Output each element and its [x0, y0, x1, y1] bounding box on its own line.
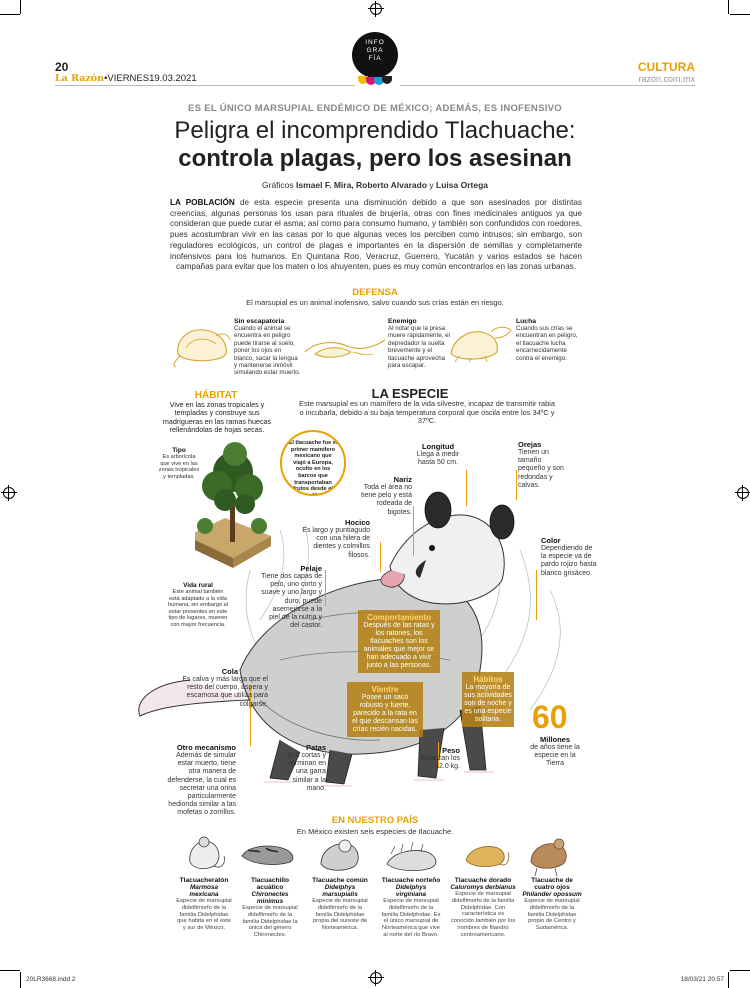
- especie-title: LA ESPECIE: [371, 386, 449, 401]
- defensa-item: [516, 318, 580, 362]
- page-number: 20: [55, 60, 69, 74]
- label-text: Llega a medir hasta 50 cm.: [416, 451, 460, 467]
- label-text: Toda el área no tiene pelo y está rodeada de bigotes.: [361, 484, 412, 516]
- species-text: Especie de marsupial didelfimorfo de la familia Didelphidae que habita en el este y sur de México.: [176, 898, 232, 932]
- opossum-playing-dead-sketch: [172, 318, 234, 368]
- guide-line: [380, 542, 381, 572]
- marmosa-sketch: [180, 832, 228, 874]
- defensa-item-text: Cuando el animal se encuentra en peligro puede tirarse al suelo, poner los ojos en blanco, sacar la lengua y mantenerse inmóvil simulando estar muerto.: [234, 325, 301, 377]
- species-name: Tlacuacheratón: [179, 877, 229, 884]
- box-title: Vientre: [371, 685, 399, 694]
- label-cola: [180, 667, 268, 709]
- box-text: Posee un saco robusto y fuerte, parecido a la rata en el que descansan las crías recién nacidas.: [352, 694, 418, 733]
- publication-line: [55, 73, 197, 84]
- label-text: Además de simular estar muerto, tiene otra manera de defenderse, la cual es secretar una orina particularmente hedionda similar a las mofetas o zorrillos.: [167, 752, 236, 817]
- badge-line: GRA: [366, 47, 384, 54]
- registration-mark: [3, 487, 15, 499]
- habitat-vida-text: Este animal también está adaptado a la vida humana, sin embargo al estar presentes en este tipo de lugares, mueren con mayor frecuencia.: [167, 589, 228, 628]
- registration-mark: [370, 972, 382, 984]
- publication-name: La Razón: [55, 73, 105, 84]
- habitat-vida-title: Vida rural: [183, 582, 213, 589]
- species-text: Especie de marsupial didelfimorfo de la familia Didelphidae propia del sureste de Norteamérica.: [312, 898, 368, 932]
- label-nariz: [352, 475, 412, 517]
- crop-mark: [20, 972, 21, 988]
- label-text: Tiene dos capas de pelo, uno corto y suave y uno largo y duro, puede asemejarse a la piel de la nutria y del castor.: [261, 573, 322, 630]
- pais-subtitle: En México existen seis especies de tlacuache.: [296, 827, 454, 836]
- box-vientre: [347, 682, 423, 737]
- defensa-item: [234, 318, 302, 377]
- species-scientific-name: Didelphys virginiana: [395, 884, 427, 898]
- box-habitos: [462, 672, 514, 727]
- habitat-title: HÁBITAT: [194, 390, 238, 401]
- badge-line: FÍA: [368, 55, 382, 62]
- guide-line: [466, 470, 467, 506]
- species-name: Tlacuachillo acuático: [250, 877, 290, 891]
- slug-file: 20LR3668.indd 2: [26, 976, 76, 983]
- label-title: Cola: [221, 667, 238, 676]
- species-name: Tlacuache dorado: [454, 877, 512, 884]
- crop-mark: [0, 970, 20, 971]
- pais-title: EN NUESTRO PAÍS: [331, 815, 419, 826]
- label-text: Es calva y más larga que el resto del cuerpo, áspera y escamosa que utiliza para colgarse.: [182, 676, 268, 708]
- label-title: Otro mecanismo: [176, 743, 236, 752]
- guide-line: [413, 506, 414, 556]
- label-title: Nariz: [393, 475, 412, 484]
- label-hocico: [296, 518, 370, 560]
- habitat-tipo-title: Tipo: [172, 447, 186, 454]
- especie-subtitle: Este marsupial es un mamífero de la vida silvestre, incapaz de transmitir rabia o incubarla, debido a su baja temperatura corporal que oscila entre los 34ºC y 37ºC.: [299, 399, 555, 426]
- millones-block: [530, 735, 580, 769]
- philander-sketch: [525, 832, 577, 876]
- credits-last-name: Luisa Ortega: [436, 180, 488, 190]
- label-text: Son cortas y terminan en una garra similar a la mano.: [287, 752, 326, 792]
- label-otro-mecanismo: [164, 743, 236, 818]
- defensa-item-text: Cuando sus crías se encuentran en peligro, el tlacuache lucha encarnecidamente contra el enemigo.: [516, 325, 578, 362]
- crop-mark: [728, 0, 729, 14]
- label-title: Orejas: [518, 440, 542, 449]
- header-rule: [400, 85, 695, 86]
- box-text: La mayoría de sus actividades son de noche y es una especie solitaria.: [464, 684, 512, 723]
- millones-number: 60: [532, 699, 568, 735]
- crop-mark: [728, 972, 729, 988]
- species-item: [450, 877, 516, 939]
- crop-mark: [730, 14, 750, 15]
- habitat-tipo-text: Es arborícola que vive en las zonas tropicales y templadas.: [158, 454, 200, 480]
- didelphys-marsupialis-sketch: [315, 836, 365, 876]
- label-title: Peso: [442, 746, 460, 755]
- section-url: razon.com.mx: [638, 74, 695, 84]
- crop-mark: [20, 0, 21, 14]
- habitat-text: Vive en las zonas tropicales y templadas y construye sus madrigueras en las ramas huecas rellenándolas de hojas secas.: [162, 400, 272, 435]
- label-title: Color: [541, 536, 561, 545]
- defensa-item-title: Sin escapatoria: [234, 318, 285, 325]
- intro-lead: LA POBLACIÓN: [170, 198, 235, 207]
- credits-conjunction: y: [429, 180, 434, 190]
- headline-line-2: controla plagas, pero los asesinan: [178, 145, 572, 172]
- defensa-subtitle: El marsupial es un animal inofensivo, salvo cuando sus crías están en riesgo.: [246, 298, 504, 307]
- defensa-item-text: Al notar que la presa muere rápidamente, el depredador la suelta brevemente y el tlacuache aprovecha para escapar.: [388, 325, 450, 370]
- species-scientific-name: Chironectes minimus: [251, 891, 289, 905]
- registration-mark: [737, 487, 749, 499]
- guide-line: [516, 470, 517, 500]
- species-text: Especie de marsupial didelfimorfo de la familia Didelphidae. Es el único marsupial de Norteamérica que vive al norte del río Bravo.: [381, 898, 441, 938]
- species-scientific-name: Philander opossum: [522, 891, 582, 898]
- millones-text: de años tiene la especie en la Tierra: [530, 744, 580, 768]
- label-orejas: [518, 440, 566, 490]
- species-name: Tlacuache de cuatro ojos: [531, 877, 573, 891]
- intro-paragraph: [170, 198, 582, 273]
- slug-stamp: 18/03/21 20:57: [680, 976, 724, 983]
- predator-dropping-opossum-sketch: [303, 334, 387, 360]
- species-scientific-name: Didelphys marsupialis: [322, 884, 358, 898]
- fact-circle: El tlacuache fue el primer mamífero mexicano que viajó a Europa, oculto en los barcos que transportaban frutos desde el Nuevo Mundo.: [280, 430, 346, 496]
- label-pelaje: [260, 564, 322, 630]
- species-text: Especie de marsupial didelfimorfo de la familia Didelphidae. Con característica es conocido también por los nombres de filandro centroamericano.: [450, 891, 516, 938]
- species-item: [380, 877, 442, 939]
- kicker: ES EL ÚNICO MARSUPIAL ENDÉMICO DE MÉXICO; ADEMÁS, ES INOFENSIVO: [188, 103, 562, 114]
- header-rule: [55, 85, 355, 86]
- species-text: Especie de marsupial didelfimorfo de la familia Didelphidae la única del género Chironectes.: [242, 905, 298, 939]
- box-title: Comportamiento: [367, 613, 431, 622]
- box-comportamiento: [358, 610, 440, 673]
- defensa-item-title: Enemigo: [388, 318, 417, 325]
- label-title: Longitud: [421, 442, 455, 451]
- box-text: Después de las ratas y los ratones, los tlacuaches son los animales que mejor se han adecuado a vivir junto a las personas.: [363, 622, 435, 669]
- issue-date: •VIERNES19.03.2021: [104, 73, 197, 84]
- label-text: Alcanzan los 2.0 kg.: [420, 755, 460, 771]
- headline-line-1: Peligra el incomprendido Tlachuache:: [174, 117, 576, 144]
- credits-names: Ismael F. Mira, Roberto Alvarado: [296, 180, 428, 190]
- species-name: Tlacuache común: [312, 877, 368, 884]
- registration-mark: [370, 3, 382, 15]
- defensa-item-title: Lucha: [516, 318, 537, 325]
- label-text: Dependiendo de la especie va de pardo rojizo hasta blanco grisáceo.: [541, 545, 597, 577]
- caluromys-sketch: [460, 838, 512, 872]
- guide-line: [325, 570, 326, 606]
- box-title: Hábitos: [473, 675, 503, 684]
- infografia-badge: [352, 32, 398, 78]
- opossum-fighting-sketch: [445, 320, 515, 362]
- badge-color-dots: [356, 76, 394, 85]
- crop-mark: [730, 970, 750, 971]
- guide-line: [536, 570, 537, 620]
- credits-prefix: Gráficos: [262, 180, 294, 190]
- didelphys-virginiana-sketch: [383, 842, 441, 874]
- species-item: [240, 877, 300, 939]
- defensa-title: DEFENSA: [352, 287, 398, 298]
- label-color: [541, 536, 597, 578]
- label-text: Tienen un tamaño pequeño y son redondas y calvas.: [518, 449, 564, 489]
- crop-mark: [0, 14, 20, 15]
- label-patas: [276, 743, 326, 793]
- species-item: [175, 877, 233, 932]
- credits: [0, 180, 750, 190]
- millones-unit: Millones: [539, 735, 570, 744]
- species-item: [310, 877, 370, 932]
- section-name: CULTURA: [637, 60, 695, 74]
- species-name: Tlacuache norteño: [381, 877, 441, 884]
- label-title: Patas: [305, 743, 326, 752]
- label-peso: [414, 746, 460, 771]
- label-text: Es largo y puntiagudo con una hilera de dientes y colmillos filosos.: [302, 527, 370, 559]
- species-scientific-name: Caluromys derbianus: [450, 884, 516, 891]
- species-text: Especie de marsupial didelfimorfo de la familia Didelphidae propio de Centro y Sudamérica.: [524, 898, 580, 932]
- intro-text: de esta especie presenta una disminución debido a que son asesinados por distintas creencias, algunas personas los usan para rituales de brujería, otras con fines medicinales antiguos ya que consideran que puede curar el asma; así como para consumo humano, y también son confundidos con roedores, pues acostumbran vivir en las casas por lo que algunas veces los perciben como intrusos; sin embargo, son reguladores ecológicos, un control de plagas e importantes en la dispersión de semillas y completamente inofensivos para los humanos. En Quintana Roo, Veracruz, Guerrero, Yucatán y varios estados se hacen campañas para evitar que los maten o los ahuyenten, pues es muy común encontrarlos en las zonas urbanas.: [170, 198, 583, 272]
- species-scientific-name: Marmosa mexicana: [189, 884, 219, 898]
- chironectes-sketch: [238, 838, 300, 868]
- label-longitud: [410, 442, 466, 467]
- label-title: Pelaje: [300, 564, 322, 573]
- species-item: [522, 877, 582, 932]
- badge-line: INFO: [365, 39, 385, 46]
- label-title: Hocico: [344, 518, 370, 527]
